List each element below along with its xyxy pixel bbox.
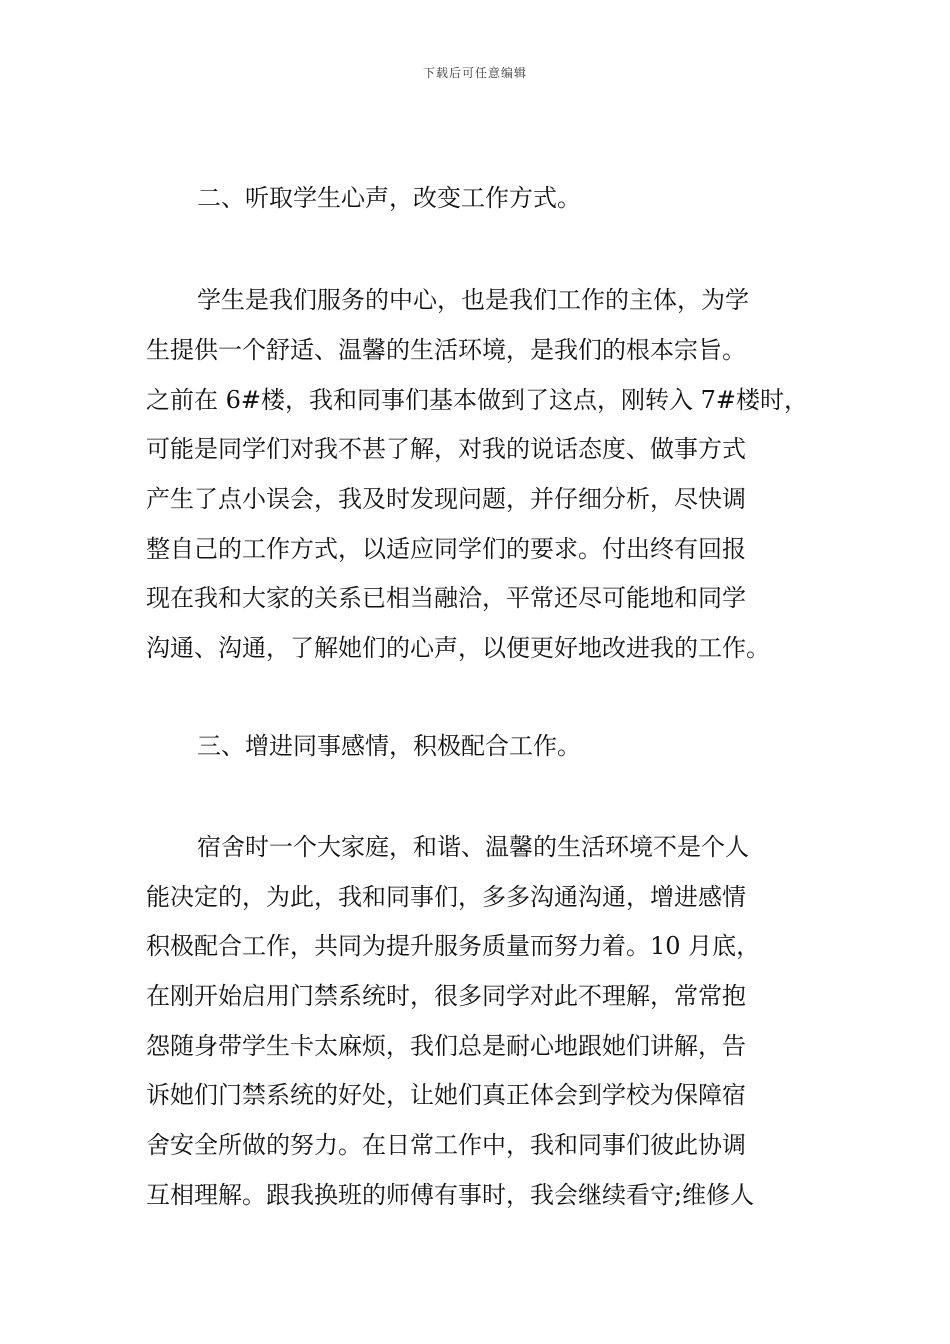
paragraph-line: 舍安全所做的努力。在日常工作中，我和同事们彼此协调 (146, 1131, 746, 1159)
paragraph-line: 产生了点小误会，我及时发现问题，并仔细分析，尽快调 (146, 485, 746, 513)
paragraph-line: 整自己的工作方式，以适应同学们的要求。付出终有回报 (146, 535, 746, 563)
paragraph-line: 可能是同学们对我不甚了解，对我的说话态度、做事方式 (146, 435, 746, 463)
paragraph-line: 宿舍时一个大家庭，和谐、温馨的生活环境不是个人 (197, 833, 749, 861)
paragraph-line: 诉她们门禁系统的好处，让她们真正体会到学校为保障宿 (146, 1081, 746, 1109)
paragraph-line: 之前在 6#楼，我和同事们基本做到了这点，刚转入 7#楼时， (146, 386, 809, 414)
paragraph-line: 现在我和大家的关系已相当融洽，平常还尽可能地和同学 (146, 584, 746, 612)
paragraph-line: 生提供一个舒适、温馨的生活环境，是我们的根本宗旨。 (146, 336, 746, 364)
section-heading: 二、听取学生心声，改变工作方式。 (197, 184, 581, 212)
page-header-note: 下载后可任意编辑 (422, 66, 527, 80)
paragraph-line: 能决定的，为此，我和同事们，多多沟通沟通，增进感情 (146, 883, 746, 911)
paragraph-line: 在刚开始启用门禁系统时，很多同学对此不理解，常常抱 (146, 982, 746, 1010)
paragraph-line: 积极配合工作，共同为提升服务质量而努力着。10 月底， (146, 932, 761, 960)
paragraph-line: 互相理解。跟我换班的师傅有事时，我会继续看守;维修人 (146, 1181, 755, 1209)
paragraph-line: 怨随身带学生卡太麻烦，我们总是耐心地跟她们讲解，告 (146, 1032, 746, 1060)
section-heading: 三、增进同事感情，积极配合工作。 (197, 732, 581, 760)
paragraph-line: 学生是我们服务的中心，也是我们工作的主体，为学 (197, 286, 749, 314)
paragraph-line: 沟通、沟通，了解她们的心声，以便更好地改进我的工作。 (146, 634, 770, 662)
